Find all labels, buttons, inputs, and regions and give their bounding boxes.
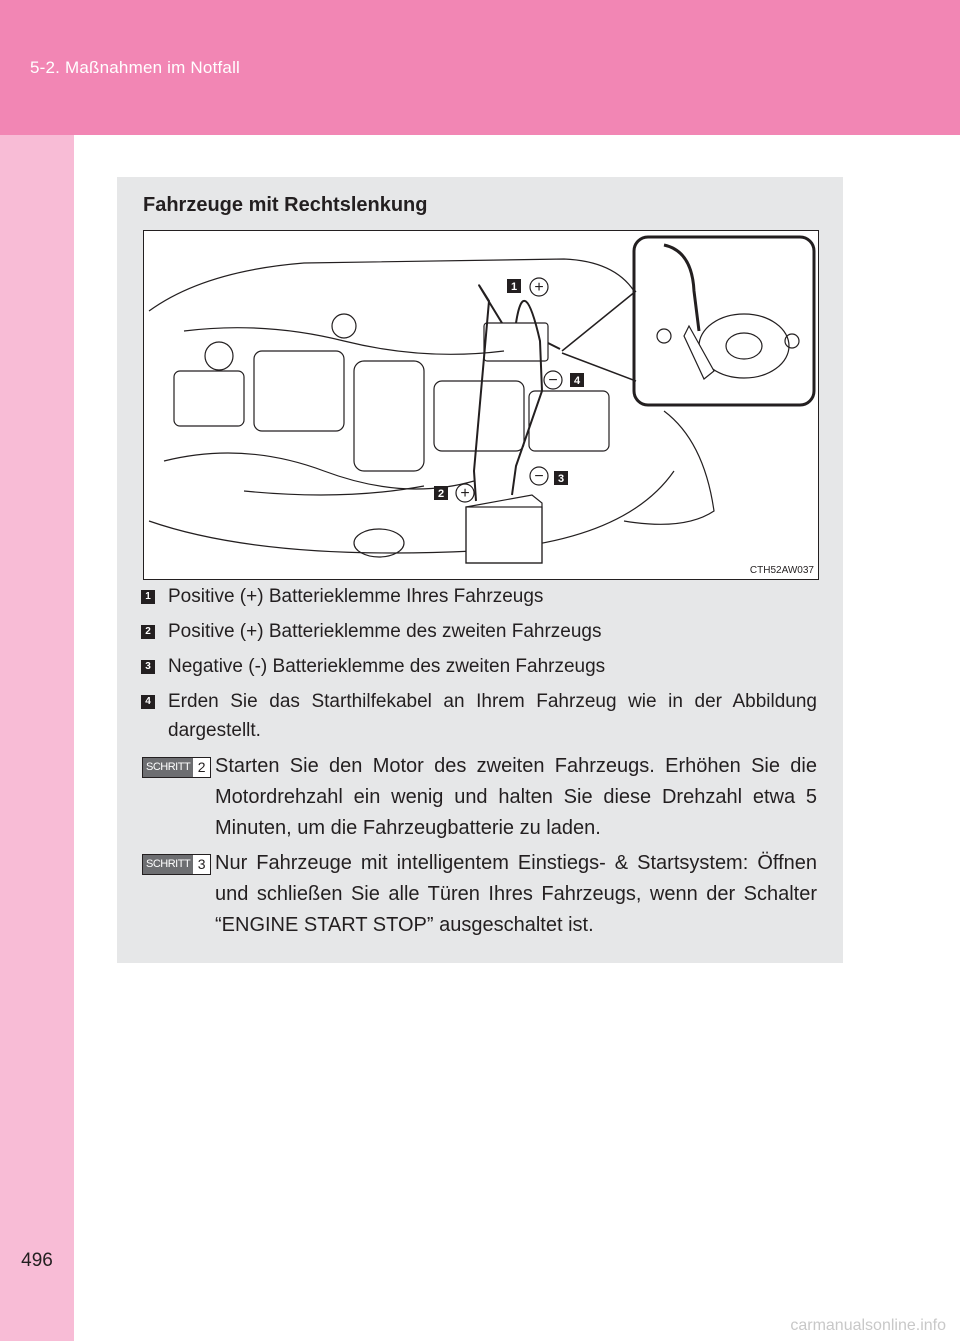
detail-inset (634, 237, 814, 405)
legend-item (141, 652, 817, 681)
content-panel (117, 177, 843, 963)
step-label: SCHRITT (143, 758, 193, 777)
page-header (0, 0, 960, 135)
callout-label-3: 3 (557, 473, 565, 485)
bumper-outline (149, 471, 674, 553)
legend-text: Negative (-) Batterieklemme des zweiten Fahrzeugs (168, 656, 606, 677)
hood-outline (149, 259, 634, 311)
engine-box (354, 361, 424, 471)
legend-number: 3 (141, 660, 155, 674)
legend-number: 2 (141, 625, 155, 639)
plus-symbol-1: + (534, 279, 544, 296)
engine-box (254, 351, 344, 431)
step-text: Starten Sie den Motor des zweiten Fahrzeugs. Erhöhen Sie die Motordrehzahl ein wenig und halten Sie diese Drehzahl etwa 5 Minuten, um die Fahrzeugbatterie zu laden. (215, 755, 817, 839)
ground-clamp (548, 343, 560, 349)
reservoir-cap (332, 314, 356, 338)
legend-list (141, 582, 817, 945)
vehicle-battery (484, 323, 548, 361)
jumper-cable-positive (474, 285, 502, 501)
step-label: SCHRITT (143, 855, 193, 874)
step-item (141, 848, 817, 941)
legend-text: Erden Sie das Starthilfekabel an Ihrem Fahrzeug wie in der Abbildung dargestellt. (168, 691, 817, 741)
engine-hose (244, 486, 424, 495)
callout-label-4: 4 (573, 375, 581, 387)
step-badge (142, 757, 211, 778)
watermark: carmanualsonline.info (790, 1317, 946, 1334)
step-number: 3 (193, 855, 210, 874)
step-badge (142, 854, 211, 875)
jumper-cable-negative (512, 301, 542, 495)
legend-item (141, 617, 817, 646)
engine-box (529, 391, 609, 451)
legend-text: Positive (+) Batterieklemme Ihres Fahrzeugs (168, 586, 544, 607)
legend-item (141, 687, 817, 745)
engine-hose (164, 453, 474, 489)
jump-start-diagram (144, 231, 818, 579)
engine-bay-illustration (143, 230, 819, 580)
step-number: 2 (193, 758, 210, 777)
figure-code: CTH52AW037 (749, 565, 814, 576)
plus-symbol-2: + (460, 485, 470, 502)
step-text: Nur Fahrzeuge mit intelligentem Einstiegs- & Startsystem: Öffnen und schließen Sie alle Türen Ihres Fahrzeugs, wenn der Schalter “ENGINE START STOP” ausgeschaltet ist. (215, 852, 817, 936)
section-title: 5-2. Maßnahmen im Notfall (30, 58, 241, 77)
legend-item (141, 582, 817, 611)
minus-symbol-3: − (534, 468, 544, 485)
reservoir-cap (205, 342, 233, 370)
page-number: 496 (21, 1250, 53, 1271)
minus-symbol-4: − (548, 372, 558, 389)
callout-label-1: 1 (510, 281, 518, 293)
legend-number: 1 (141, 590, 155, 604)
legend-text: Positive (+) Batterieklemme des zweiten Fahrzeugs (168, 621, 602, 642)
callout-label-2: 2 (437, 488, 445, 500)
side-tab-strip (0, 135, 74, 1341)
engine-box (174, 371, 244, 426)
panel-title: Fahrzeuge mit Rechtslenkung (143, 194, 428, 216)
step-item (141, 751, 817, 844)
booster-battery (466, 495, 542, 563)
legend-number: 4 (141, 695, 155, 709)
inset-pointer (562, 291, 636, 351)
